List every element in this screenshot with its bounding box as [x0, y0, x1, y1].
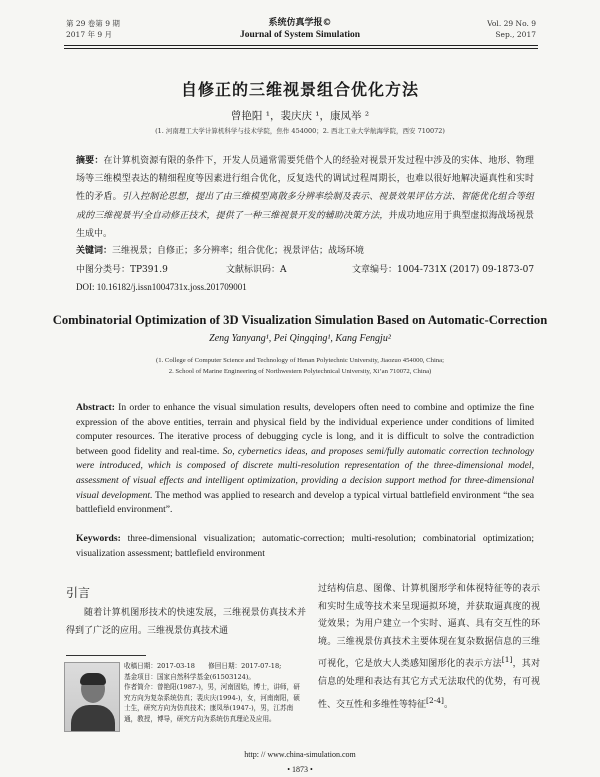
intro-left-column: 随着计算机图形技术的快速发展，三维视景仿真技术并得到了广泛的应用。三维视景仿真技术通	[66, 608, 306, 636]
footnote-received: 收稿日期：2017-03-18 修回日期：2017-07-18;	[124, 662, 282, 670]
article-number: 文章编号：1004-731X (2017) 09-1873-07	[352, 265, 535, 275]
page-number: • 1873 •	[287, 765, 313, 774]
author-photo-hair	[80, 673, 106, 685]
author-photo	[64, 662, 120, 732]
citation-ref-2: [2-4]	[426, 695, 444, 705]
abstract-cn	[76, 152, 534, 243]
header-vol-cn: 第 29 卷第 9 期	[66, 19, 120, 28]
paper-title-en: Combinatorial Optimization of 3D Visualization Simulation Based on Automatic-Correction	[52, 313, 548, 327]
doi: DOI: 10.16182/j.issn1004731x.joss.201709001	[76, 282, 247, 292]
affiliation-en	[0, 355, 600, 377]
section-heading-intro: 引言	[66, 586, 91, 600]
document-code: 文献标识码：A	[226, 265, 287, 275]
header-volume-en	[487, 18, 536, 40]
footnote-rule	[66, 655, 146, 656]
authors-cn: 曾艳阳 ¹，裴庆庆 ¹，康凤举 ²	[230, 110, 370, 122]
journal-name-cn: 系统仿真学报©	[268, 18, 332, 28]
clc-number: 中图分类号：TP391.9	[76, 265, 168, 275]
footnote-bio: 作者简介：曾艳阳(1987-)，男，河南固始，博士，讲师，研究方向为复杂系统仿真；裴庆庆(1994-)，女，河南南阳，硕士生，研究方向为仿真技术；康凤举(1947-)，男，江苏南通，教授，博导，研究方向为系统仿真理论及应用。	[124, 683, 300, 723]
intro-right-column	[318, 581, 540, 714]
abstract-cn-label: 摘要：	[76, 156, 104, 166]
abstract-en-text-c: The method was applied to research and develop a typical virtual battlefield environment “the sea battlefield environment”.	[76, 489, 534, 516]
paper-title-cn: 自修正的三维视景组合优化方法	[180, 80, 419, 99]
journal-name-en: Journal of System Simulation	[239, 30, 361, 40]
abstract-cn-text-c: 并成功地应用于典型虚拟海战场视景生成中。	[76, 210, 534, 239]
keywords-cn-label: 关键词：	[76, 246, 113, 256]
header-rule-thin	[64, 48, 538, 49]
affiliation-en-line2: 2. School of Marine Engineering of Northwestern Polytechnical University, Xi’an 710072, China)	[168, 368, 432, 375]
footnote-fund: 基金项目：国家自然科学基金(61503124)。	[124, 672, 256, 681]
intro-right-text: 过结构信息、图像、计算机图形学和体视特征等的表示和实时生成等技术来呈现逼拟环境，并获取逼真度的视觉效果；为用户建立一个实时、逼真、具有交互性的环境。三维视景仿真技术主要体现在复杂数据信息的三维可视化，它是放大人类感知图形化的表示方法	[318, 584, 540, 670]
header-date-cn: 2017 年 9 月	[66, 30, 113, 39]
header-rule	[64, 45, 538, 46]
citation-ref-1: [1]	[501, 655, 513, 665]
keywords-en-text: three-dimensional visualization; automatic-correction; multi-resolution; combinatorial optimization; visualization assessment; battlefield environment	[76, 533, 534, 559]
author-photo-body	[71, 705, 115, 732]
keywords-en-label: Keywords:	[76, 533, 121, 544]
abstract-en-label: Abstract:	[76, 402, 115, 413]
keywords-cn-text: 三维视景；自修正；多分辨率；组合优化；视景评估；战场环境	[112, 246, 365, 256]
authors-en: Zeng Yanyang¹, Pei Qingqing¹, Kang Fengju²	[209, 333, 391, 344]
abstract-en-text-a: In order to enhance the visual simulation results, developers often need to combine and optimize the fine expression of the above entities, terrain and physical field by the individual experience under conditions of limited computer resources. The iterative process of debugging cycle is long, and it is difficult to solve the contradiction between good fidelity and real-time.	[76, 402, 534, 457]
keywords-en	[76, 532, 534, 561]
abstract-cn-text-b: 引入控制论思想，提出了由三维模型离散多分辨率绘制及表示、视景效果评估方法、智能优化组合等组成的三维视景半/全自动修正技术，提供了一种三维视景开发的辅助决策方法，	[76, 192, 534, 221]
intro-right-text2: ，其对信息的处理和表达有其它方式无法取代的优势，有可视性、交互性和多维性等特征	[318, 659, 540, 710]
footnote	[124, 661, 306, 725]
header-vol-en: Vol. 29 No. 9	[487, 19, 536, 28]
abstract-cn-text-a: 在计算机资源有限的条件下，开发人员通常需要凭借个人的经验对视景开发过程中涉及的实体、地形、物理场等三维模型表达的精细程度等因素进行组合优化，反复迭代的调试过程周期长，也难以很好地解决逼真性和实时性的矛盾。	[76, 156, 534, 203]
intro-right-end: 。	[443, 699, 453, 710]
footer-url[interactable]: http: // www.china-simulation.com	[244, 750, 356, 759]
abstract-en-text-b: So, cybernetics ideas, and proposes semi/fully automatic correction technology were introduced, which is composed of discrete multi-resolution representation of the three-dimensional model, assessment of visual effects and intelligent optimization, providing a decision support method for three-dimensional visual development.	[76, 445, 535, 501]
affiliation-cn: (1. 河南理工大学计算机科学与技术学院，焦作 454000；2. 西北工业大学航海学院，西安 710072)	[155, 127, 445, 135]
header-date-en: Sep., 2017	[495, 30, 536, 39]
abstract-en	[76, 401, 534, 518]
affiliation-en-line1: (1. College of Computer Science and Technology of Henan Polytechnic University, Jiaozuo 454000, China;	[156, 357, 444, 364]
keywords-cn	[76, 244, 534, 258]
